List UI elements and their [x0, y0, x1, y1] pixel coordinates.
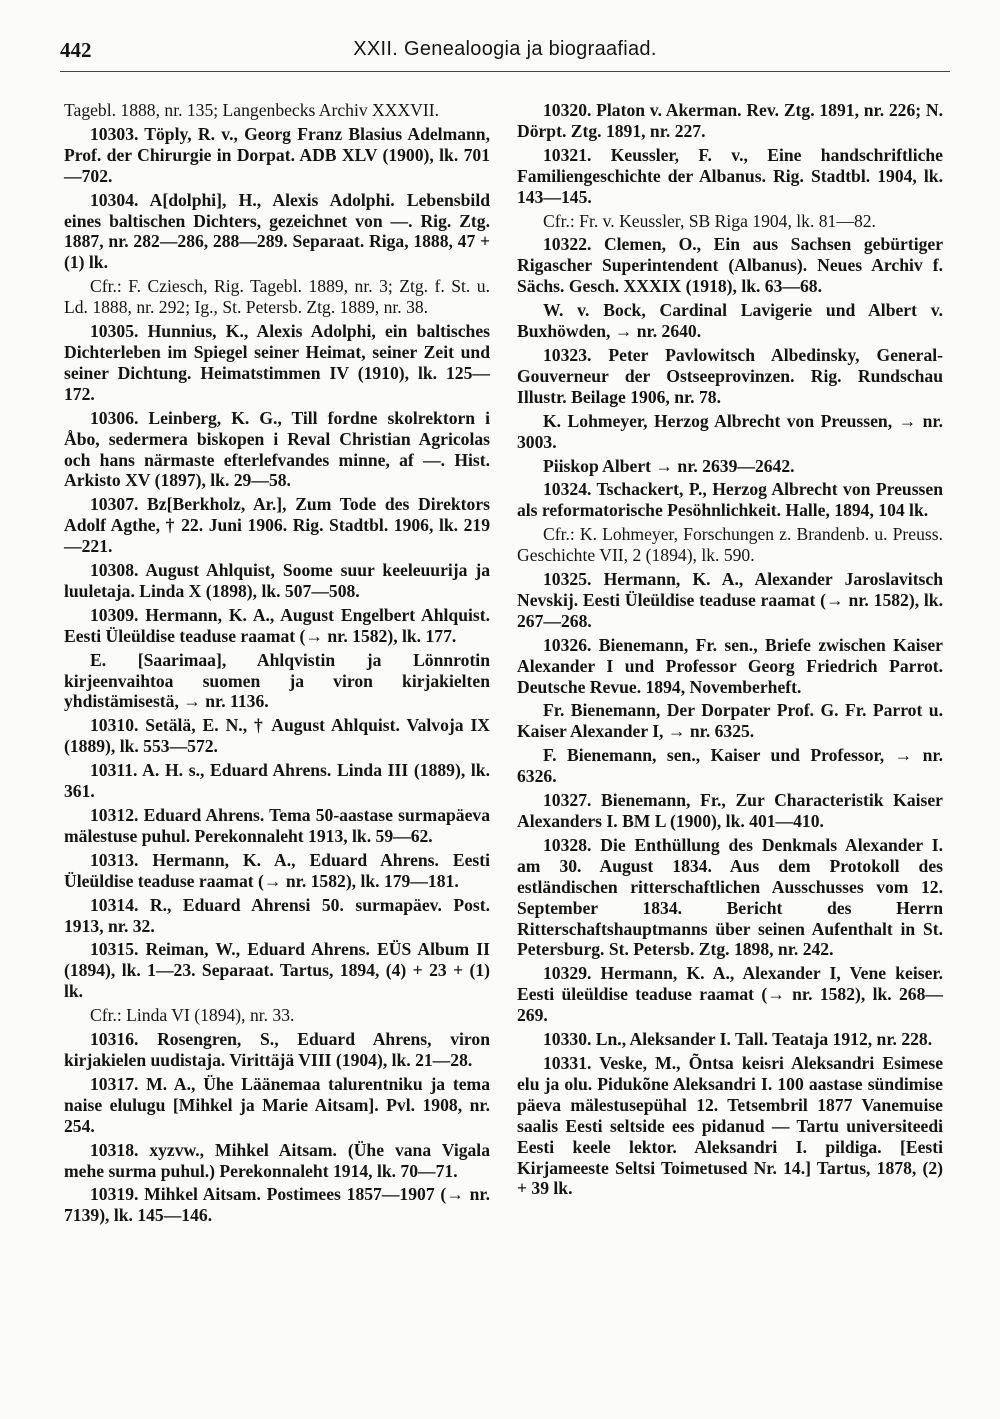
bibliography-entry: 10320. Platon v. Akerman. Rev. Ztg. 1891, nr. 226; N. Dörpt. Ztg. 1891, nr. 227.: [517, 100, 943, 141]
bibliography-entry: 10308. August Ahlquist, Soome suur keeleuurija ja luuletaja. Linda X (1898), lk. 507—508.: [64, 560, 490, 601]
right-column: [517, 100, 943, 1202]
running-title: XXII. Genealoogia ja biograafiad.: [353, 38, 657, 60]
bibliography-entry: Cfr.: Fr. v. Keussler, SB Riga 1904, lk. 81—82.: [543, 210, 876, 231]
bibliography-entry: 10311. A. H. s., Eduard Ahrens. Linda III (1889), lk. 361.: [64, 760, 490, 802]
bibliography-entry: Tagebl. 1888, nr. 135; Langenbecks Archiv XXXVII.: [64, 100, 439, 120]
bibliography-entry: 10312. Eduard Ahrens. Tema 50-aastase surmapäeva mälestuse puhul. Perekonnaleht 1913, lk. 59—62.: [64, 805, 490, 846]
bibliography-entry: W. v. Bock, Cardinal Lavigerie und Albert v. Buxhöwden, → nr. 2640.: [517, 300, 943, 342]
bibliography-entry: 10306. Leinberg, K. G., Till fordne skolrektorn i Åbo, sedermera biskopen i Reval Christian Agricolas och hans närmaste efterlefvandes minne, af —. Hist. Arkisto XV (1897), lk. 29—58.: [64, 407, 490, 491]
bibliography-entry: 10317. M. A., Ühe Läänemaa talurentniku ja tema naise elulugu [Mihkel ja Marie Aitsam]. Pvl. 1908, nr. 254.: [64, 1073, 490, 1136]
bibliography-entry: 10329. Hermann, K. A., Alexander I, Vene keiser. Eesti üleüldise teaduse raamat (→ nr. 1582), lk. 268—269.: [517, 963, 943, 1026]
page-header: [60, 38, 950, 72]
bibliography-entry: 10314. R., Eduard Ahrensi 50. surmapäev. Post. 1913, nr. 32.: [64, 894, 490, 936]
bibliography-entry: 10318. xyzvw., Mihkel Aitsam. (Ühe vana Vigala mehe surma puhul.) Perekonnaleht 1914, lk. 70—71.: [64, 1139, 490, 1181]
bibliography-entry: Cfr.: K. Lohmeyer, Forschungen z. Brandenb. u. Preuss. Geschichte VII, 2 (1894), lk. 590.: [517, 524, 943, 566]
bibliography-entry: 10324. Tschackert, P., Herzog Albrecht von Preussen als reformatorische Pesöhnlichkeit. Halle, 1894, 104 lk.: [517, 479, 943, 521]
bibliography-entry: Cfr.: F. Cziesch, Rig. Tagebl. 1889, nr. 3; Ztg. f. St. u. Ld. 1888, nr. 292; Ig., St. Petersb. Ztg. 1889, nr. 38.: [64, 276, 490, 318]
bibliography-entry: 10313. Hermann, K. A., Eduard Ahrens. Eesti Üleüldise teaduse raamat (→ nr. 1582), lk. 179—181.: [64, 849, 490, 891]
bibliography-entry: 10330. Ln., Aleksander I. Tall. Teataja 1912, nr. 228.: [543, 1029, 933, 1050]
bibliography-entry: Fr. Bienemann, Der Dorpater Prof. G. Fr. Parrot u. Kaiser Alexander I, → nr. 6325.: [517, 700, 943, 742]
bibliography-entry: F. Bienemann, sen., Kaiser und Professor, → nr. 6326.: [517, 745, 943, 787]
bibliography-entry: 10322. Clemen, O., Ein aus Sachsen gebürtiger Rigascher Superintendent (Albanus). Neues Archiv f. Sächs. Gesch. XXXIX (1918), lk. 63—68.: [517, 234, 943, 297]
bibliography-entry: 10319. Mihkel Aitsam. Postimees 1857—1907 (→ nr. 7139), lk. 145—146.: [64, 1184, 490, 1226]
bibliography-entry: E. [Saarimaa], Ahlqvistin ja Lönnrotin kirjeenvaihtoa suomen ja viron kirjakielten yhdistämisestä, → nr. 1136.: [64, 649, 490, 712]
bibliography-entry: 10325. Hermann, K. A., Alexander Jaroslavitsch Nevskij. Eesti Üleüldise teaduse raamat (→ nr. 1582), lk. 267—268.: [517, 569, 943, 631]
bibliography-entry: 10316. Rosengren, S., Eduard Ahrens, viron kirjakielen uudistaja. Virittäjä VIII (1904), lk. 21—28.: [64, 1029, 490, 1070]
bibliography-entry: 10323. Peter Pavlowitsch Albedinsky, General-Gouverneur der Ostseeprovinzen. Rig. Rundschau Illustr. Beilage 1906, nr. 78.: [517, 344, 943, 407]
bibliography-entry: 10326. Bienemann, Fr. sen., Briefe zwischen Kaiser Alexander I und Professor Georg Friedrich Parrot. Deutsche Revue. 1894, Novemberheft.: [517, 634, 943, 697]
bibliography-entry: 10304. A[dolphi], H., Alexis Adolphi. Lebensbild eines baltischen Dichters, gezeichnet von —. Rig. Ztg. 1887, nr. 282—286, 288—289. Separaat. Riga, 1888, 47 + (1) lk.: [64, 189, 490, 273]
bibliography-entry: 10331. Veske, M., Õntsa keisri Aleksandri Esimese elu ja olu. Pidukõne Aleksandri I. 100 aastase sündimise päeva mälestusepühal 12. Tetsembril 1877 Vanemuise saalis Eesti seltside ees pidanud — Tartu universiteedi Eesti keele lektor. Aleksandri I. pildiga. [Eesti Kirjameeste Seltsi Toimetused Nr. 14.] Tartus, 1878, (2) + 39 lk.: [517, 1052, 943, 1199]
bibliography-entry: 10321. Keussler, F. v., Eine handschriftliche Familiengeschichte der Albanus. Rig. Stadtbl. 1904, lk. 143—145.: [517, 144, 943, 207]
bibliography-entry: 10307. Bz[Berkholz, Ar.], Zum Tode des Direktors Adolf Agthe, † 22. Juni 1906. Rig. Stadtbl. 1906, lk. 219—221.: [64, 494, 490, 557]
bibliography-entry: 10309. Hermann, K. A., August Engelbert Ahlquist. Eesti Üleüldise teaduse raamat (→ nr. 1582), lk. 177.: [64, 604, 490, 646]
bibliography-entry: 10303. Töply, R. v., Georg Franz Blasius Adelmann, Prof. der Chirurgie in Dorpat. ADB XLV (1900), lk. 701—702.: [64, 123, 490, 186]
header-rule: [60, 71, 950, 72]
bibliography-entry: 10327. Bienemann, Fr., Zur Characteristik Kaiser Alexanders I. BM L (1900), lk. 401—410.: [517, 790, 943, 831]
page-number: 442: [60, 38, 92, 62]
bibliography-entry: K. Lohmeyer, Herzog Albrecht von Preussen, → nr. 3003.: [517, 410, 943, 452]
left-column: [64, 100, 490, 1229]
bibliography-entry: 10305. Hunnius, K., Alexis Adolphi, ein baltisches Dichterleben im Spiegel seiner Heimat, seiner Zeit und seiner Dichtung. Heimatstimmen IV (1910), lk. 125—172.: [64, 321, 490, 404]
bibliography-entry: 10310. Setälä, E. N., † August Ahlquist. Valvoja IX (1889), lk. 553—572.: [64, 715, 490, 757]
bibliography-entry: 10328. Die Enthüllung des Denkmals Alexander I. am 30. August 1834. Aus dem Protokoll des estländischen ritterschaftlichen Ausschusses vom 12. September 1834. Bericht des Herrn Ritterschaftshauptmanns über seinen Aufenthalt in St. Petersburg. St. Petersb. Ztg. 1898, nr. 242.: [517, 834, 943, 960]
bibliography-entry: Cfr.: Linda VI (1894), nr. 33.: [90, 1005, 295, 1026]
bibliography-entry: 10315. Reiman, W., Eduard Ahrens. EÜS Album II (1894), lk. 1—23. Separaat. Tartus, 1894, (4) + 23 + (1) lk.: [64, 939, 490, 1002]
bibliography-entry: Piiskop Albert → nr. 2639—2642.: [543, 455, 795, 476]
